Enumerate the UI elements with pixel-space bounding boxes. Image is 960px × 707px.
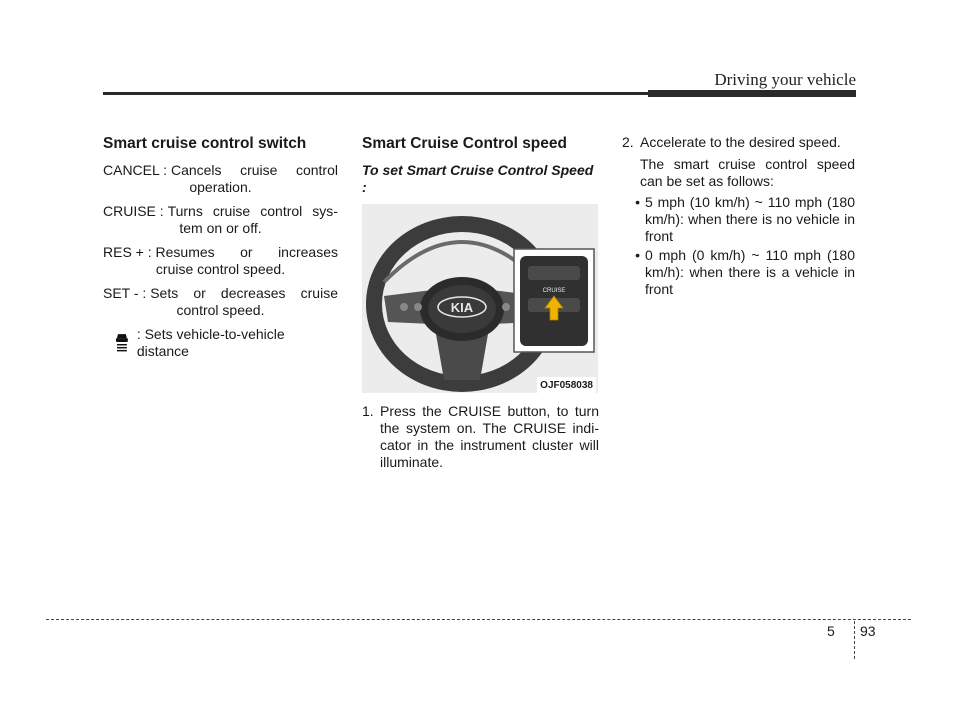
- speed-column: [362, 134, 599, 471]
- page-number-separator: [854, 621, 855, 659]
- switch-heading: Smart cruise control switch: [103, 135, 307, 152]
- footer-rule: [46, 619, 911, 620]
- definition-key: CANCEL :: [103, 162, 171, 178]
- definition-word: control: [260, 203, 303, 219]
- definition-word: Cancels: [170, 162, 222, 178]
- header-rule-accent: [648, 90, 856, 97]
- bullet-dot: •: [635, 247, 640, 263]
- distance-definition: [115, 326, 338, 360]
- speed-subheading: To set Smart Cruise Control Speed :: [362, 162, 594, 195]
- definition-word: cruise: [212, 203, 251, 219]
- page-header-title: Driving your vehicle: [714, 70, 856, 89]
- distance-definition-text: : Sets vehicle-to-vehicle distance: [136, 326, 285, 359]
- page-number: 93: [860, 623, 876, 639]
- definition-word: Sets: [150, 285, 179, 301]
- definition-word: cruise: [300, 285, 338, 301]
- cruise-button-label: CRUISE: [542, 288, 566, 294]
- definition-word: Resumes: [155, 244, 215, 260]
- step-number: 1.: [362, 403, 374, 419]
- definition-res: [103, 244, 338, 278]
- definition-word: control: [295, 162, 338, 178]
- speed-heading: Smart Cruise Control speed: [362, 135, 567, 152]
- definition-word: Turns: [167, 203, 203, 219]
- definition-continuation: tem on or off.: [179, 220, 262, 236]
- step-1: [362, 403, 599, 471]
- definition-key: CRUISE :: [103, 203, 168, 219]
- step-2-body: The smart cruise control speed can be set as follows:: [640, 156, 855, 189]
- definition-word: or: [240, 244, 253, 260]
- definition-cruise: [103, 203, 338, 237]
- definition-word: cruise: [240, 162, 278, 178]
- list-item: [622, 247, 855, 298]
- figure-code: OJF058038: [537, 377, 596, 394]
- step-text: Press the CRUISE button, to turn the system on. The CRUISE indi-cator in the instrument cluster will illuminate.: [380, 403, 599, 470]
- step-text: Accelerate to the desired speed.: [640, 134, 841, 150]
- switch-column: [103, 134, 338, 360]
- steering-wheel-figure: [362, 204, 598, 393]
- definition-key: SET - :: [103, 285, 151, 301]
- bullet-text: 0 mph (0 km/h) ~ 110 mph (180 km/h): when there is a vehicle in front: [645, 247, 855, 297]
- step-2: [622, 134, 855, 151]
- definition-cancel: [103, 162, 338, 196]
- definition-word: sys-: [312, 203, 338, 219]
- list-item: [622, 194, 855, 245]
- definition-key: RES + :: [103, 244, 156, 260]
- definition-continuation: cruise control speed.: [155, 261, 286, 277]
- definition-set: [103, 285, 338, 319]
- brand-logo: KIA: [450, 300, 474, 315]
- bullet-dot: •: [635, 194, 640, 210]
- bullet-text: 5 mph (10 km/h) ~ 110 mph (180 km/h): when there is no vehicle in front: [645, 194, 855, 244]
- chapter-number: 5: [827, 623, 835, 639]
- step-number: 2.: [622, 134, 634, 150]
- steering-wheel-illustration: [362, 204, 598, 393]
- vehicle-distance-icon: [115, 333, 129, 353]
- speed-range-column: [622, 134, 855, 300]
- definition-continuation: control speed.: [176, 302, 265, 318]
- definition-word: increases: [278, 244, 338, 260]
- definition-word: decreases: [220, 285, 286, 301]
- definition-continuation: operation.: [189, 179, 252, 195]
- definition-word: or: [193, 285, 206, 301]
